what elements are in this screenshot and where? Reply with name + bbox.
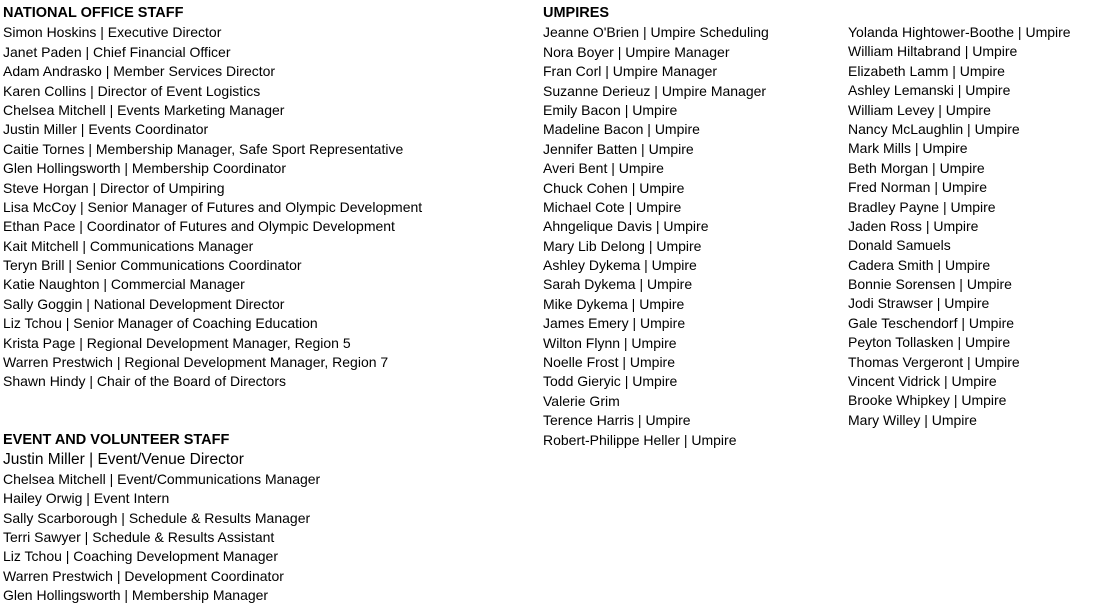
umpire-entry: Robert-Philippe Heller | Umpire	[543, 431, 737, 448]
umpire-entry: Brooke Whipkey | Umpire	[848, 392, 1007, 409]
staff-entry: Chelsea Mitchell | Events Marketing Manager	[3, 101, 285, 118]
umpire-entry: Beth Morgan | Umpire	[848, 159, 985, 176]
umpire-entry: Thomas Vergeront | Umpire	[848, 353, 1020, 370]
staff-entry: Justin Miller | Events Coordinator	[3, 121, 209, 138]
umpires-list-column-2	[848, 23, 1098, 430]
umpire-entry: Fred Norman | Umpire	[848, 179, 988, 196]
staff-entry: Terri Sawyer | Schedule & Results Assistant	[3, 528, 275, 545]
umpire-entry: Vincent Vidrick | Umpire	[848, 373, 997, 390]
umpire-entry: Nora Boyer | Umpire Manager	[543, 43, 730, 60]
staff-entry: Karen Collins | Director of Event Logistics	[3, 82, 261, 99]
staff-entry: Shawn Hindy | Chair of the Board of Directors	[3, 373, 286, 390]
umpire-entry: Mary Lib Delong | Umpire	[543, 237, 702, 254]
staff-entry: Justin Miller | Event/Venue Director	[3, 451, 244, 469]
umpire-entry: Ahngelique Davis | Umpire	[543, 218, 709, 235]
staff-entry: Ethan Pace | Coordinator of Futures and Olympic Development	[3, 218, 395, 235]
umpire-entry: Suzanne Derieuz | Umpire Manager	[543, 82, 767, 99]
umpire-entry: Bonnie Sorensen | Umpire	[848, 276, 1012, 293]
staff-entry: Teryn Brill | Senior Communications Coordinator	[3, 257, 302, 274]
umpire-entry: Todd Gieryic | Umpire	[543, 373, 678, 390]
event-volunteer-staff-section	[3, 431, 523, 606]
umpire-entry: Jodi Strawser | Umpire	[848, 295, 990, 312]
staff-entry: Liz Tchou | Coaching Development Manager	[3, 548, 278, 565]
umpire-entry: Averi Bent | Umpire	[543, 160, 664, 177]
staff-entry: Lisa McCoy | Senior Manager of Futures and Olympic Development	[3, 198, 423, 215]
umpire-entry: Peyton Tollasken | Umpire	[848, 334, 1011, 351]
umpire-entry: Ashley Lemanski | Umpire	[848, 82, 1011, 99]
staff-entry: Glen Hollingsworth | Membership Manager	[3, 587, 269, 604]
umpire-entry: Mary Willey | Umpire	[848, 411, 977, 428]
umpire-entry: Terence Harris | Umpire	[543, 412, 691, 429]
umpire-entry: Mark Mills | Umpire	[848, 140, 968, 157]
umpire-entry: Valerie Grim	[543, 392, 620, 409]
staff-entry: Adam Andrasko | Member Services Director	[3, 63, 276, 80]
umpire-entry: Emily Bacon | Umpire	[543, 101, 678, 118]
umpire-entry: Fran Corl | Umpire Manager	[543, 63, 718, 80]
umpire-entry: Elizabeth Lamm | Umpire	[848, 62, 1005, 79]
national-office-staff-heading: NATIONAL OFFICE STAFF	[3, 5, 184, 21]
umpire-entry: Jennifer Batten | Umpire	[543, 140, 694, 157]
umpire-entry: Bradley Payne | Umpire	[848, 198, 996, 215]
umpire-entry: Cadera Smith | Umpire	[848, 256, 991, 273]
staff-entry: Katie Naughton | Commercial Manager	[3, 276, 245, 293]
umpire-entry: Ashley Dykema | Umpire	[543, 257, 697, 274]
umpire-entry: William Levey | Umpire	[848, 101, 991, 118]
event-volunteer-staff-list	[3, 450, 523, 605]
staff-entry: Hailey Orwig | Event Intern	[3, 490, 170, 507]
umpire-entry: Gale Teschendorf | Umpire	[848, 314, 1015, 331]
umpire-entry: Michael Cote | Umpire	[543, 198, 682, 215]
umpire-entry: Jeanne O'Brien | Umpire Scheduling	[543, 24, 769, 41]
umpires-list-column-1	[543, 23, 833, 450]
umpire-entry: Yolanda Hightower-Boothe | Umpire	[848, 24, 1071, 40]
staff-entry: Caitie Tornes | Membership Manager, Safe Sport Representative	[3, 140, 404, 157]
umpire-entry: Sarah Dykema | Umpire	[543, 276, 693, 293]
umpires-section-column-2	[848, 23, 1098, 430]
staff-entry: Krista Page | Regional Development Manager, Region 5	[3, 334, 351, 351]
umpire-entry: Madeline Bacon | Umpire	[543, 121, 700, 138]
umpire-entry: Noelle Frost | Umpire	[543, 354, 676, 371]
umpires-heading: UMPIRES	[543, 5, 610, 21]
umpire-entry: Jaden Ross | Umpire	[848, 217, 979, 234]
staff-entry: Warren Prestwich | Regional Development Manager, Region 7	[3, 354, 389, 371]
staff-entry: Sally Scarborough | Schedule & Results Manager	[3, 509, 311, 526]
staff-entry: Kait Mitchell | Communications Manager	[3, 237, 254, 254]
umpire-entry: James Emery | Umpire	[543, 315, 686, 332]
umpire-entry: Mike Dykema | Umpire	[543, 295, 685, 312]
national-office-staff-section	[3, 4, 523, 392]
staff-entry: Liz Tchou | Senior Manager of Coaching Education	[3, 315, 318, 332]
umpire-entry: Nancy McLaughlin | Umpire	[848, 120, 1020, 137]
national-office-staff-list	[3, 23, 523, 391]
event-volunteer-staff-heading: EVENT AND VOLUNTEER STAFF	[3, 432, 230, 448]
staff-entry: Simon Hoskins | Executive Director	[3, 24, 222, 41]
umpire-entry: William Hiltabrand | Umpire	[848, 43, 1018, 60]
staff-entry: Warren Prestwich | Development Coordinator	[3, 567, 284, 584]
umpire-entry: Chuck Cohen | Umpire	[543, 179, 685, 196]
staff-entry: Sally Goggin | National Development Director	[3, 295, 285, 312]
staff-entry: Chelsea Mitchell | Event/Communications Manager	[3, 470, 321, 487]
staff-entry: Glen Hollingsworth | Membership Coordinator	[3, 160, 286, 177]
umpire-entry: Wilton Flynn | Umpire	[543, 334, 677, 351]
umpire-entry: Donald Samuels	[848, 237, 951, 254]
staff-entry: Steve Horgan | Director of Umpiring	[3, 179, 225, 196]
staff-entry: Janet Paden | Chief Financial Officer	[3, 43, 231, 60]
umpires-section	[543, 4, 833, 450]
